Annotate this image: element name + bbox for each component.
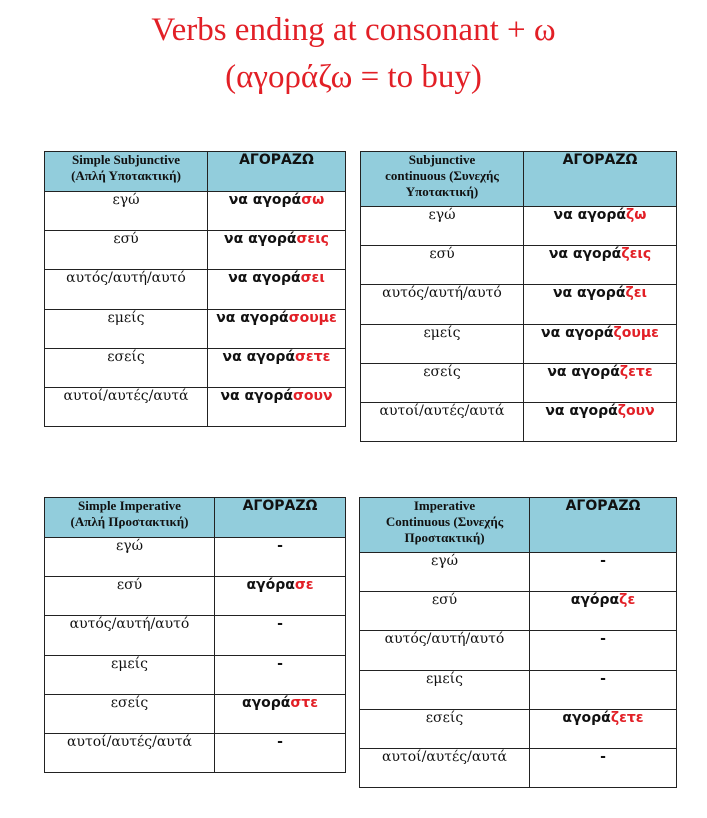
verb-form-cell xyxy=(215,655,346,694)
tense-label: Simple Subjunctive (Απλή Υποτακτική) xyxy=(45,152,208,192)
pronoun-cell: εσύ xyxy=(361,246,524,285)
verb-form-cell xyxy=(524,324,677,363)
verb-form-cell xyxy=(530,592,677,631)
verb-header: ΑΓΟΡΑΖΩ xyxy=(524,152,677,207)
table-row xyxy=(361,363,677,402)
verb-stem: να αγορά xyxy=(547,363,620,380)
verb-ending: ζετε xyxy=(619,363,653,380)
pronoun-cell: αυτοί/αυτές/αυτά xyxy=(360,748,530,787)
verb-form-cell xyxy=(530,631,677,670)
table-row xyxy=(361,285,677,324)
table-row xyxy=(45,577,346,616)
verb-stem: να αγορά xyxy=(222,348,295,365)
verb-ending: στε xyxy=(290,694,319,711)
pronoun-cell: εσείς xyxy=(360,709,530,748)
pronoun-cell: εσύ xyxy=(360,592,530,631)
pronoun-cell: αυτοί/αυτές/αυτά xyxy=(361,402,524,441)
verb-form-cell xyxy=(524,402,677,441)
verb-stem: - xyxy=(277,616,283,633)
verb-stem: - xyxy=(277,733,283,750)
verb-form-cell xyxy=(215,616,346,655)
pronoun-cell: αυτοί/αυτές/αυτά xyxy=(45,733,215,772)
verb-stem: - xyxy=(277,655,283,672)
table-row xyxy=(361,402,677,441)
verb-form-cell xyxy=(208,387,346,426)
verb-form-cell xyxy=(524,246,677,285)
tense-label: Subjunctive continuous (Συνεχής Υποτακτική) xyxy=(361,152,524,207)
pronoun-cell: εσείς xyxy=(45,348,208,387)
verb-stem: να αγορά xyxy=(553,207,626,223)
table-row xyxy=(45,387,346,426)
verb-ending: ζουν xyxy=(617,402,655,419)
verb-stem: να αγορά xyxy=(216,309,289,326)
verb-stem: - xyxy=(600,553,606,569)
verb-form-cell xyxy=(208,348,346,387)
table-row xyxy=(360,709,677,748)
table-row xyxy=(45,655,346,694)
table-row xyxy=(360,592,677,631)
verb-ending: σεις xyxy=(296,231,329,248)
pronoun-cell: εμείς xyxy=(361,324,524,363)
table-row xyxy=(45,192,346,231)
pronoun-cell: εγώ xyxy=(45,538,215,577)
verb-stem: να αγορά xyxy=(548,246,622,263)
verb-ending: ζετε xyxy=(610,709,644,726)
table-row xyxy=(360,670,677,709)
page-title: Verbs ending at consonant + ω xyxy=(151,12,556,48)
table-row xyxy=(45,538,346,577)
verb-ending: ζουμε xyxy=(613,324,659,341)
subjunctive-continuous-table xyxy=(360,151,677,442)
verb-ending: σουμε xyxy=(288,309,337,326)
pronoun-cell: εμείς xyxy=(360,670,530,709)
table-row xyxy=(45,616,346,655)
pronoun-cell: εσείς xyxy=(45,694,215,733)
verb-stem: να αγορά xyxy=(220,387,293,404)
verb-form-cell xyxy=(215,577,346,616)
pronoun-cell: αυτός/αυτή/αυτό xyxy=(360,631,530,670)
verb-form-cell xyxy=(530,553,677,592)
verb-stem: αγόρα xyxy=(570,592,620,609)
verb-ending: ζει xyxy=(625,285,647,302)
verb-form-cell xyxy=(208,309,346,348)
table-row xyxy=(360,631,677,670)
verb-form-cell xyxy=(524,363,677,402)
pronoun-cell: αυτοί/αυτές/αυτά xyxy=(45,387,208,426)
verb-stem: να αγορά xyxy=(541,324,614,341)
pronoun-cell: εσείς xyxy=(361,363,524,402)
pronoun-cell: εμείς xyxy=(45,655,215,694)
table-row xyxy=(45,733,346,772)
verb-form-cell xyxy=(530,709,677,748)
pronoun-cell: αυτός/αυτή/αυτό xyxy=(45,616,215,655)
pronoun-cell: εσύ xyxy=(45,231,208,270)
verb-form-cell xyxy=(524,285,677,324)
table-row xyxy=(360,553,677,592)
verb-stem: - xyxy=(600,670,606,687)
pronoun-cell: αυτός/αυτή/αυτό xyxy=(45,270,208,309)
verb-ending: σε xyxy=(294,577,314,594)
verb-header: ΑΓΟΡΑΖΩ xyxy=(530,498,677,553)
table-row xyxy=(45,348,346,387)
verb-header: ΑΓΟΡΑΖΩ xyxy=(208,152,346,192)
verb-stem: - xyxy=(600,631,606,648)
table-row xyxy=(45,231,346,270)
page-subtitle: (αγοράζω = to buy) xyxy=(225,59,482,95)
table-row xyxy=(361,324,677,363)
tense-label: Simple Imperative (Απλή Προστακτική) xyxy=(45,498,215,538)
verb-ending: ζε xyxy=(619,592,636,609)
verb-form-cell xyxy=(208,231,346,270)
verb-header: ΑΓΟΡΑΖΩ xyxy=(215,498,346,538)
verb-ending: σει xyxy=(300,270,325,287)
verb-ending: σετε xyxy=(295,348,331,365)
imperative-continuous-table xyxy=(359,497,677,788)
verb-stem: - xyxy=(277,538,283,554)
verb-form-cell xyxy=(530,670,677,709)
table-row xyxy=(361,207,677,246)
table-row xyxy=(360,748,677,787)
verb-ending: ζω xyxy=(626,207,647,223)
verb-ending: σω xyxy=(301,192,325,208)
verb-form-cell xyxy=(215,538,346,577)
table-row xyxy=(45,309,346,348)
verb-stem: αγορά xyxy=(241,694,291,711)
pronoun-cell: εσύ xyxy=(45,577,215,616)
verb-stem: αγορά xyxy=(562,709,611,726)
table-row xyxy=(45,694,346,733)
verb-stem: αγόρα xyxy=(246,577,295,594)
verb-stem: να αγορά xyxy=(228,270,301,287)
pronoun-cell: εγώ xyxy=(360,553,530,592)
table-row xyxy=(45,270,346,309)
pronoun-cell: αυτός/αυτή/αυτό xyxy=(361,285,524,324)
tense-label: Imperative Continuous (Συνεχής Προστακτική) xyxy=(360,498,530,553)
simple-imperative-table xyxy=(44,497,346,773)
verb-form-cell xyxy=(215,733,346,772)
verb-form-cell xyxy=(208,270,346,309)
pronoun-cell: εγώ xyxy=(361,207,524,246)
verb-form-cell xyxy=(215,694,346,733)
verb-form-cell xyxy=(524,207,677,246)
verb-stem: να αγορά xyxy=(228,192,302,208)
verb-form-cell xyxy=(208,192,346,231)
table-row xyxy=(361,246,677,285)
verb-ending: σουν xyxy=(292,387,333,404)
pronoun-cell: εμείς xyxy=(45,309,208,348)
verb-stem: να αγορά xyxy=(545,402,618,419)
verb-form-cell xyxy=(530,748,677,787)
verb-ending: ζεις xyxy=(621,246,652,263)
verb-stem: - xyxy=(600,748,606,765)
pronoun-cell: εγώ xyxy=(45,192,208,231)
verb-stem: να αγορά xyxy=(553,285,626,302)
simple-subjunctive-table xyxy=(44,151,346,427)
verb-stem: να αγορά xyxy=(224,231,297,248)
